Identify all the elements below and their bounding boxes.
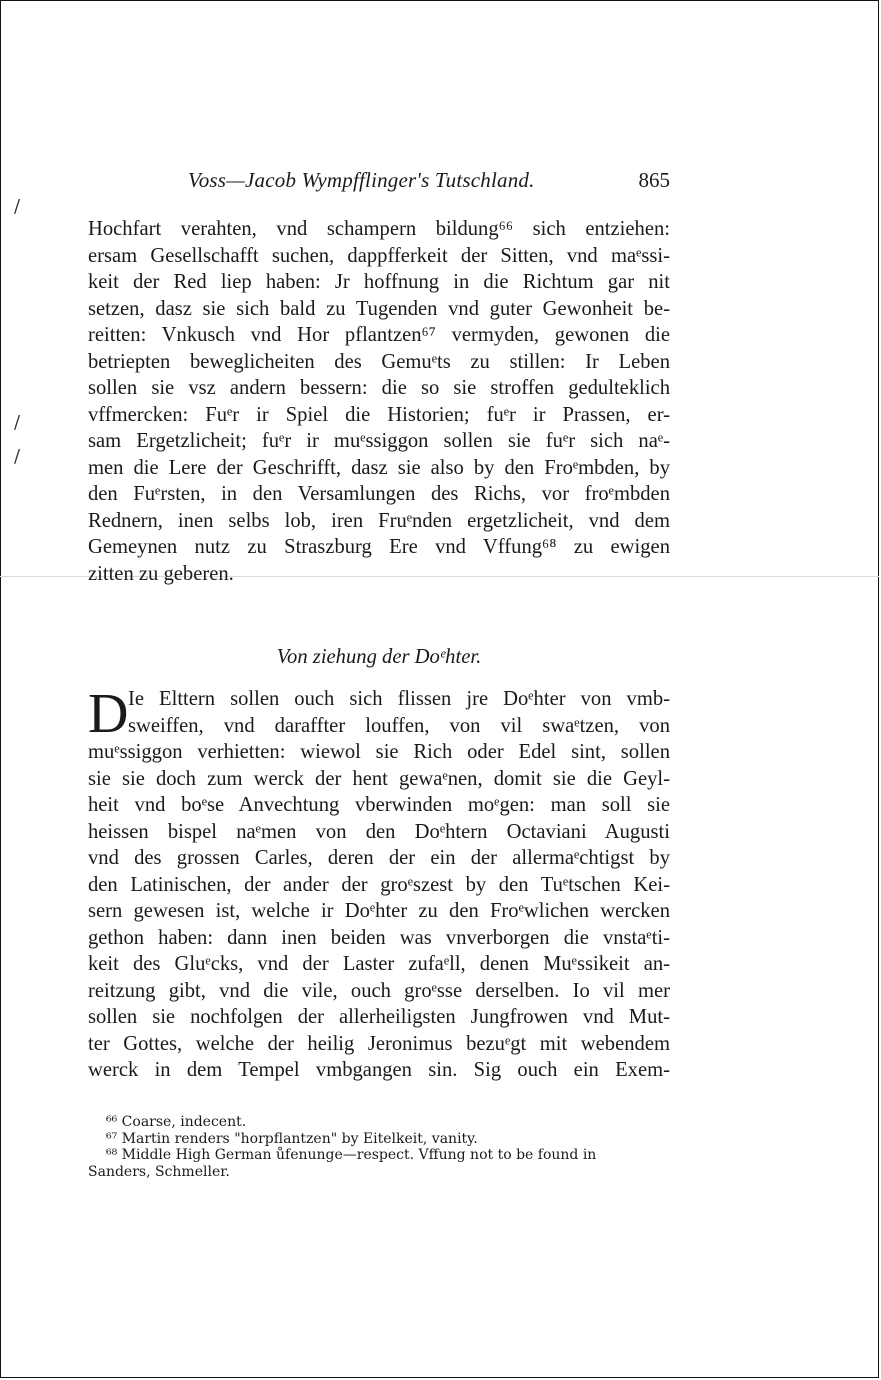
paragraph-1 (88, 216, 670, 587)
text-line: setzen, dasz sie sich bald zu Tugenden vnd guter Gewonheit be- (88, 297, 670, 320)
text-line: reitzung gibt, vnd die vile, ouch groᵉsse derselben. Io vil mer (88, 979, 670, 1002)
footnote: ⁶⁸ Middle High German ůfenunge—respect. Vffung not to be found in (106, 1147, 597, 1163)
text-line: Rednern, inen selbs lob, iren Fruᵉnden ergetzlicheit, vnd dem (88, 509, 670, 532)
drop-cap: D (88, 683, 129, 745)
text-line: reitten: Vnkusch vnd Hor pflantzen⁶⁷ vermyden, gewonen die (88, 324, 670, 346)
text-line: muᵉssiggon verhietten: wiewol sie Rich oder Edel sint, sollen (88, 741, 670, 763)
footnote: ⁶⁶ Coarse, indecent. (106, 1114, 247, 1130)
text-line: men die Lere der Geschrifft, dasz sie also by den Froᵉmbden, by (88, 456, 670, 479)
text-line: ter Gottes, welche der heilig Jeronimus bezuᵉgt mit webendem (88, 1032, 670, 1055)
text-line: sollen sie nochfolgen der allerheiligsten Jungfrowen vnd Mut- (88, 1006, 670, 1028)
text-line: Ie Elttern sollen ouch sich flissen jre Doᵉhter von vmb- (128, 688, 670, 710)
text-line: keit der Red liep haben: Jr hoffnung in die Richtum gar nit (88, 271, 670, 293)
text-line: vffmercken: Fuᵉr ir Spiel die Historien; fuᵉr ir Prassen, er- (88, 403, 670, 426)
margin-mark: / (14, 196, 21, 217)
text-line: heissen bispel naᵉmen von den Doᵉhtern Octaviani Augusti (88, 820, 670, 843)
text-line: den Latinischen, der ander der groᵉszest by den Tuᵉtschen Kei- (88, 873, 670, 896)
text-line: sweiffen, vnd daraffter louffen, von vil swaᵉtzen, von (128, 714, 670, 737)
footnote: ⁶⁷ Martin renders "horpflantzen" by Eitelkeit, vanity. (106, 1130, 478, 1147)
text-line: sern gewesen ist, welche ir Doᵉhter zu den Froᵉwlichen wercken (88, 900, 670, 922)
text-line: sam Ergetzlicheit; fuᵉr ir muᵉssiggon sollen sie fuᵉr sich naᵉ- (88, 430, 670, 452)
text-line: Gemeynen nutz zu Straszburg Ere vnd Vffung⁶⁸ zu ewigen (88, 536, 670, 558)
text-line: vnd des grossen Carles, deren der ein der allermaᵉchtigst by (88, 847, 670, 869)
running-head-title: Voss—Jacob Wympfflinger's Tutschland. (188, 168, 535, 192)
footnote-continuation: Sanders, Schmeller. (88, 1163, 230, 1180)
page-number: 865 (638, 168, 670, 192)
text-line: werck in dem Tempel vmbgangen sin. Sig ouch ein Exem- (88, 1059, 670, 1081)
text-line: zitten zu geberen. (88, 562, 234, 585)
text-line: sie sie doch zum werck der hent gewaᵉnen, domit sie die Geyl- (88, 767, 670, 790)
text-line: Hochfart verahten, vnd schampern bildung⁶⁶ sich entziehen: (88, 218, 670, 240)
text-line: betriepten beweglicheiten des Gemuᵉts zu stillen: Ir Leben (88, 350, 670, 373)
text-line: gethon haben: dann inen beiden was vnverborgen die vnstaᵉti- (88, 926, 670, 949)
text-line: heit vnd boᵉse Anvechtung vberwinden moᵉgen: man soll sie (88, 794, 670, 816)
text-line: ersam Gesellschafft suchen, dappfferkeit der Sitten, vnd maᵉssi- (88, 244, 670, 267)
paragraph-2 (88, 683, 670, 1084)
margin-mark: / (14, 412, 21, 433)
text-line: keit des Gluᵉcks, vnd der Laster zufaᵉll, denen Muᵉssikeit an- (88, 953, 670, 975)
footnotes (88, 1114, 678, 1180)
margin-mark: / (14, 446, 21, 467)
text-line: sollen sie vsz andern bessern: die so sie stroffen gedulteklich (88, 377, 670, 399)
text-line: den Fuᵉrsten, in den Versamlungen des Richs, vor froᵉmbden (88, 483, 670, 505)
section-heading: Von ziehung der Doᵉhter. (276, 646, 482, 668)
